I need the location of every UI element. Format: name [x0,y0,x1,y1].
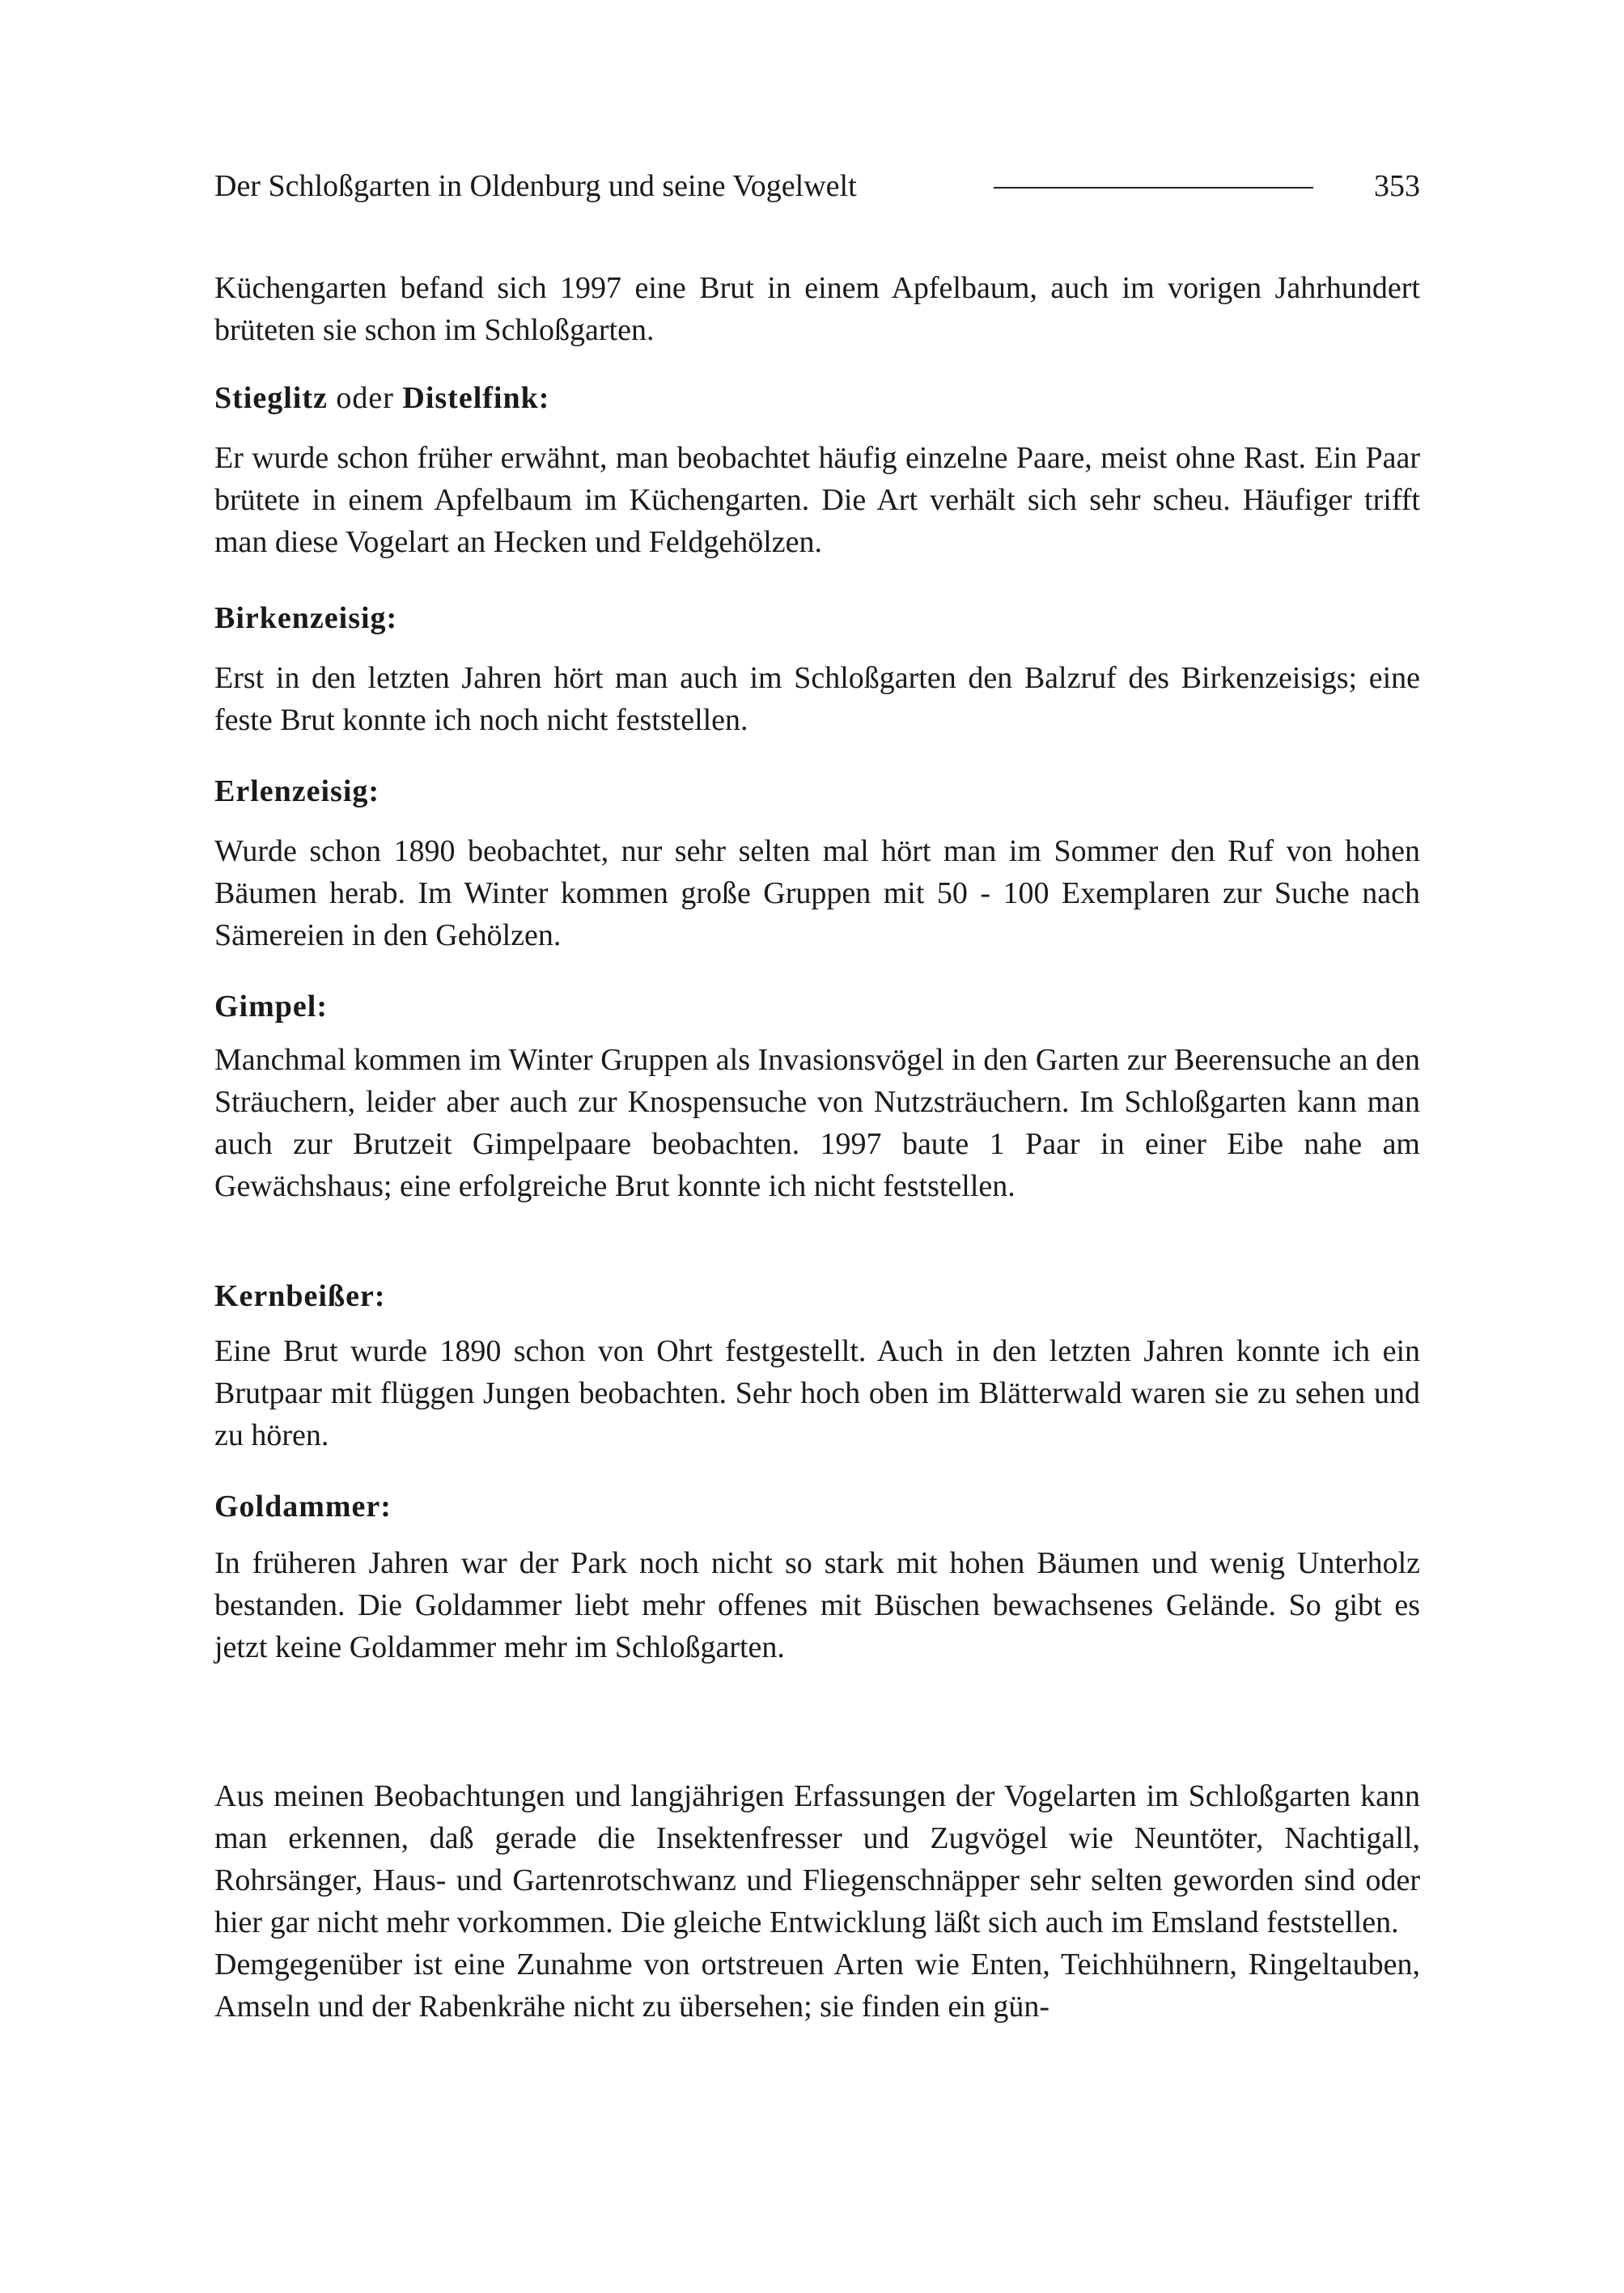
intro-paragraph: Küchengarten befand sich 1997 eine Brut in einem Apfelbaum, auch im vorigen Jahrhundert brüteten sie schon im Schloßgarten. [214,271,1420,347]
section-heading-erlenzeisig: Erlenzeisig: [214,774,380,808]
conclusion-paragraph: Aus meinen Beobachtungen und langjährigen Erfassungen der Vogelarten im Schloßgarten kann man erkennen, daß gerade die Insektenfresser und Zugvögel wie Neuntöter, Nachtigall, Rohrsänger, Haus- und Gartenrotschwanz und Fliegenschnäpper sehr selten geworden sind oder hier gar nicht mehr vorkommen. Die gleiche Entwicklung läßt sich auch im Emsland feststellen. [214,1779,1420,1939]
section-text-erlenzeisig: Wurde schon 1890 beobachtet, nur sehr selten mal hört man im Sommer den Ruf von hohen Bäumen herab. Im Winter kommen große Gruppen mit 50 - 100 Exemplaren zur Suche nach Sämereien in den Gehölzen. [214,834,1420,952]
heading-part: Stieglitz [214,381,328,415]
section-text-gimpel: Manchmal kommen im Winter Gruppen als Invasionsvögel in den Garten zur Beerensuche an den Sträuchern, leider aber auch zur Knospensuche von Nutzsträuchern. Im Schloßgarten kann man auch zur Brutzeit Gimpelpaare beobachten. 1997 baute 1 Paar in einer Eibe nahe am Gewächshaus; eine erfolgreiche Brut konnte ich nicht feststellen. [214,1043,1420,1203]
page-number: 353 [1374,169,1420,203]
heading-part: Distelfink: [402,381,550,415]
section-heading-goldammer: Goldammer: [214,1490,392,1524]
section-text-goldammer: In früheren Jahren war der Park noch nicht so stark mit hohen Bäumen und wenig Unterholz bestanden. Die Goldammer liebt mehr offenes mit Büschen bewachsenes Gelände. So gibt es jetzt keine Goldammer mehr im Schloßgarten. [214,1546,1420,1664]
header-rule [994,187,1313,189]
section-heading-gimpel: Gimpel: [214,990,328,1024]
section-heading-stieglitz [214,377,1420,419]
section-heading-birkenzeisig: Birkenzeisig: [214,601,398,635]
running-header [214,162,1420,210]
section-text-birkenzeisig: Erst in den letzten Jahren hört man auch im Schloßgarten den Balzruf des Birkenzeisigs; eine feste Brut konnte ich noch nicht feststellen. [214,661,1420,737]
conclusion-paragraph-continued: Demgegenüber ist eine Zunahme von ortstreuen Arten wie Enten, Teichhühnern, Ringeltauben, Amseln und der Rabenkrähe nicht zu übersehen; sie finden ein gün- [214,1948,1420,2024]
section-text-stieglitz: Er wurde schon früher erwähnt, man beobachtet häufig einzelne Paare, meist ohne Rast. Ein Paar brütete in einem Apfelbaum im Küchengarten. Die Art verhält sich sehr scheu. Häufiger trifft man diese Vogelart an Hecken und Feldgehölzen. [214,441,1420,559]
running-title: Der Schloßgarten in Oldenburg und seine Vogelwelt [214,169,857,203]
heading-conjunction: oder [336,381,394,415]
section-text-kernbeisser: Eine Brut wurde 1890 schon von Ohrt festgestellt. Auch in den letzten Jahren konnte ich ein Brutpaar mit flüggen Jungen beobachten. Sehr hoch oben im Blätterwald waren sie zu sehen und zu hören. [214,1334,1420,1452]
section-heading-kernbeisser: Kernbeißer: [214,1279,386,1313]
